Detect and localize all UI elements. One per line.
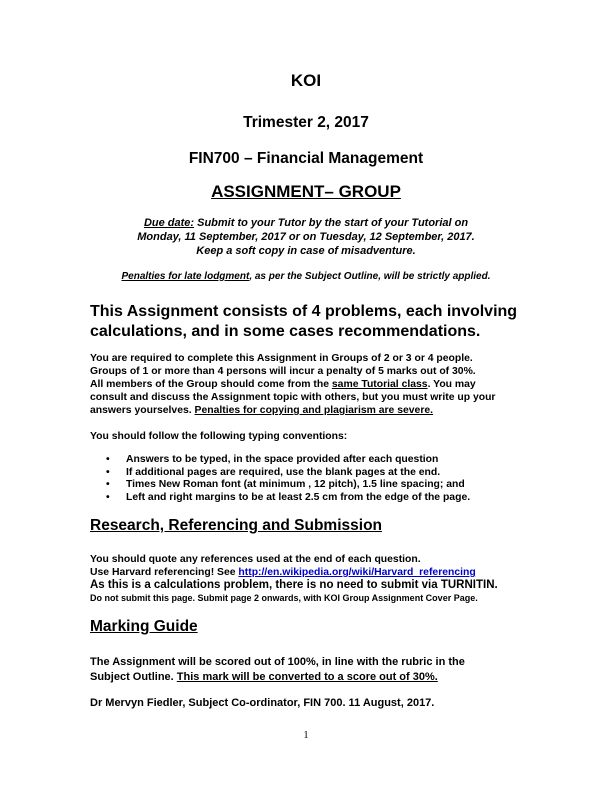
- page-number: 1: [303, 730, 309, 741]
- list-item: [106, 492, 536, 505]
- due-date-block: [90, 216, 522, 258]
- org-title: KOI: [290, 71, 322, 90]
- assignment-intro: This Assignment consists of 4 problems, each involving calculations, and in some cases recommendations.: [90, 303, 518, 340]
- harvard-referencing-link[interactable]: http://en.wikipedia.org/wiki/Harvard_referencing: [238, 567, 476, 578]
- assignment-title: ASSIGNMENT– GROUP: [211, 182, 401, 201]
- late-penalty-notice: [90, 271, 522, 282]
- list-item-text: If additional pages are required, use the blank pages at the end.: [126, 466, 441, 478]
- list-item-text: Answers to be typed, in the space provided after each question: [126, 454, 439, 465]
- subject-title: FIN700 – Financial Management: [188, 150, 424, 167]
- research-heading: Research, Referencing and Submission: [90, 517, 383, 534]
- late-penalty-underlined: Penalties for late lodgment: [121, 271, 250, 282]
- typing-conventions-intro: You should follow the following typing conventions:: [90, 431, 348, 442]
- list-item: [106, 467, 536, 480]
- marking-line-1: The Assignment will be scored out of 100%, in line with the rubric in the: [90, 656, 465, 668]
- list-item: [106, 454, 536, 467]
- plagiarism-warning: Penalties for copying and plagiarism are severe.: [194, 405, 434, 416]
- typing-conventions-list: [106, 454, 536, 504]
- group-rules-line-5-pre: answers yourselves.: [90, 405, 195, 416]
- due-date-line-2: Monday, 11 September, 2017 or on Tuesday, 12 September, 2017.: [137, 231, 475, 243]
- bullet-icon: •: [106, 491, 110, 503]
- signature-line: Dr Mervyn Fiedler, Subject Co-ordinator, FIN 700. 11 August, 2017.: [90, 697, 435, 709]
- late-penalty-rest: , as per the Subject Outline, will be strictly applied.: [249, 271, 491, 282]
- research-line-1: You should quote any references used at the end of each question.: [90, 554, 421, 565]
- due-date-line-3: Keep a soft copy in case of misadventure.: [196, 245, 416, 257]
- group-rules-line-1: You are required to complete this Assignment in Groups of 2 or 3 or 4 people.: [90, 353, 473, 364]
- group-rules-line-3-pre: All members of the Group should come from the: [90, 379, 332, 390]
- research-line-4: Do not submit this page. Submit page 2 onwards, with KOI Group Assignment Cover Page.: [90, 593, 478, 603]
- list-item: [106, 479, 536, 492]
- marking-line-2-pre: Subject Outline.: [90, 670, 177, 683]
- same-tutorial-class: same Tutorial class: [331, 379, 428, 390]
- list-item-text: Times New Roman font (at minimum , 12 pitch), 1.5 line spacing; and: [126, 479, 465, 490]
- due-date-label: Due date:: [143, 217, 195, 229]
- group-rules-line-3-post: . You may: [427, 379, 476, 390]
- list-item-text: Left and right margins to be at least 2.5 cm from the edge of the page.: [126, 491, 471, 503]
- mark-conversion-note: This mark will be converted to a score out of 30%.: [176, 670, 438, 683]
- group-rules-paragraph: [90, 352, 530, 417]
- group-rules-line-5: [90, 404, 530, 417]
- bullet-icon: •: [106, 454, 110, 465]
- group-rules-line-2: Groups of 1 or more than 4 persons will incur a penalty of 5 marks out of 30%.: [90, 366, 476, 377]
- group-rules-line-4: consult and discuss the Assignment topic with others, but you must write up your: [90, 392, 496, 403]
- due-date-line-1: [90, 216, 522, 230]
- group-rules-line-3: [90, 378, 530, 391]
- marking-guide-paragraph: [90, 655, 530, 684]
- marking-line-2: [90, 670, 530, 685]
- marking-guide-heading: Marking Guide: [90, 618, 198, 635]
- research-line-2: [90, 566, 530, 579]
- bullet-icon: •: [106, 479, 110, 490]
- trimester-title: Trimester 2, 2017: [243, 114, 369, 131]
- bullet-icon: •: [106, 466, 110, 478]
- research-paragraph: [90, 553, 530, 605]
- due-date-line-1-text: Submit to your Tutor by the start of your Tutorial on: [194, 217, 469, 229]
- research-line-3: As this is a calculations problem, there is no need to submit via TURNITIN.: [90, 579, 498, 591]
- research-line-2-pre: Use Harvard referencing! See: [90, 567, 239, 578]
